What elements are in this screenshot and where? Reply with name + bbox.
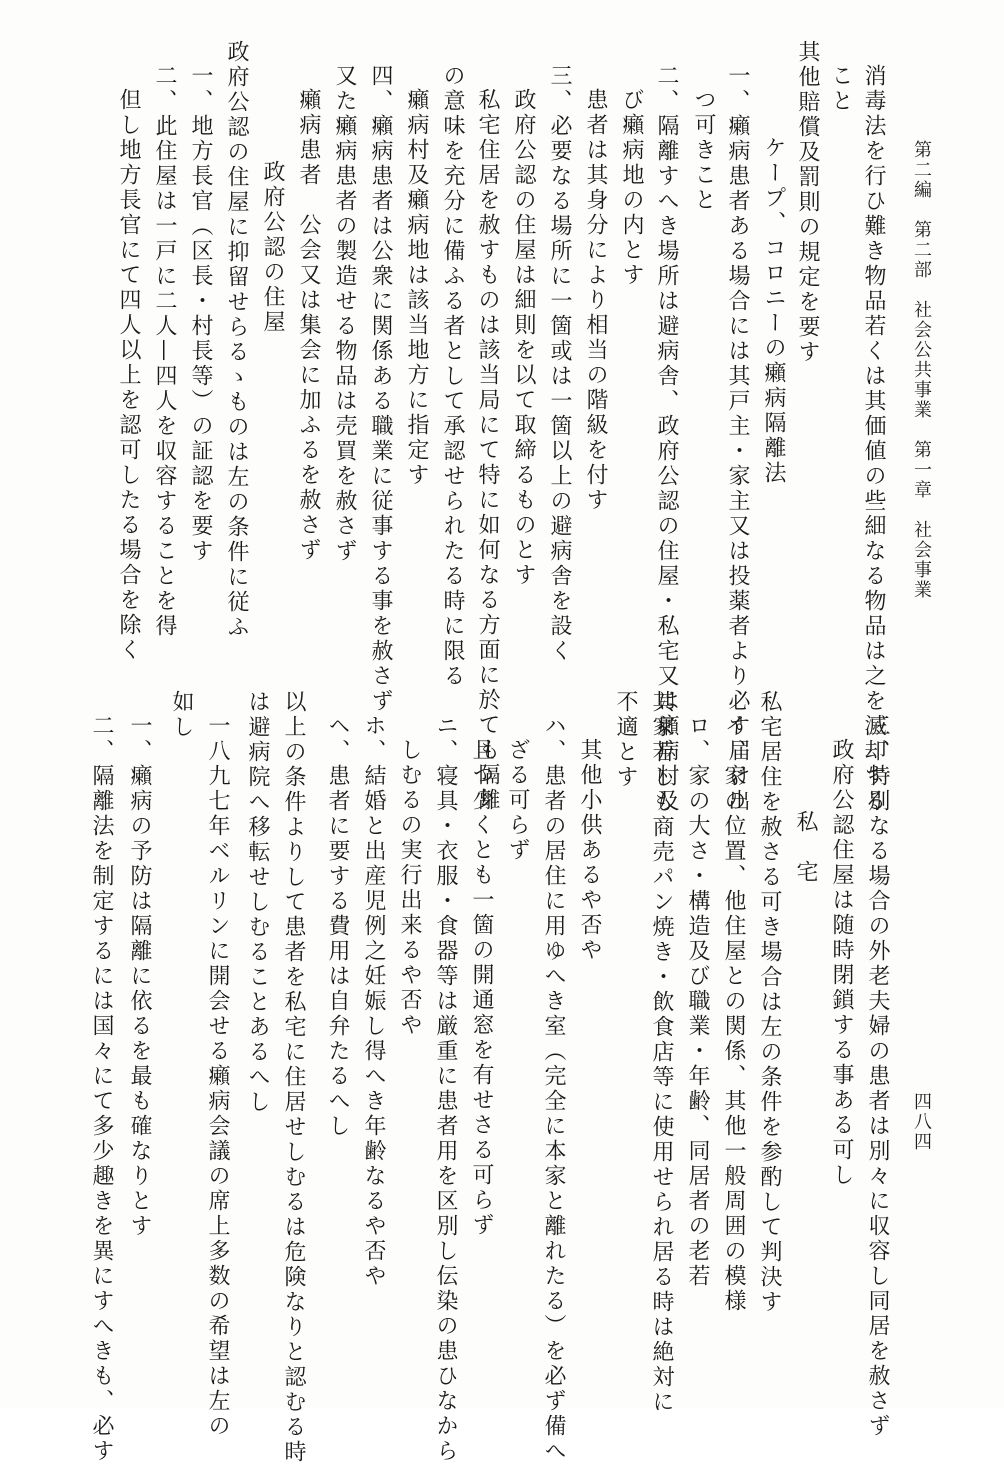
text-line: 私宅居住を赦さる可き場合は左の条件を参酌して判決す	[757, 690, 782, 1315]
text-line: ざる可らず	[505, 738, 530, 863]
text-line: 一、地方長官（区長・村長等）の証認を要す	[188, 64, 213, 564]
text-line: 其家若しも商売パン焼き・飲食店等に使用せられ居る時は絶対に	[649, 690, 674, 1415]
page-number: 四八四	[911, 1092, 932, 1152]
text-line: 如し	[169, 690, 194, 740]
text-line: 且つ少くとも一箇の開通窓を有せさる可らず	[469, 738, 494, 1238]
text-line: 四、癩病患者は公衆に関係ある職業に従事する事を赦さず	[368, 64, 393, 714]
text-line: 政府公認の住屋に抑留せらるゝものは左の条件に従ふ	[224, 40, 249, 640]
text-line: ハ、患者の居住に用ゆへき室（完全に本家と離れたる）を必ず備へ	[541, 714, 566, 1464]
text-line: ヘ、患者に要する費用は自弁たるへし	[325, 714, 350, 1139]
text-line: 一、癩病患者ある場合には其戸主・家主又は投薬者より必す届け出	[725, 64, 750, 814]
section-heading: 政府公認の住屋	[260, 160, 285, 335]
text-line: 二、此住屋は一戸に二人—四人を収容することを得	[152, 64, 177, 639]
section-heading: 私 宅	[793, 810, 818, 885]
text-line: ロ、家の大さ・構造及び職業・年齢、同居者の老若	[685, 714, 710, 1289]
text-line: 患者は其身分により相当の階級を付す	[583, 88, 608, 513]
text-line: 三、必要なる場所に一箇或は一箇以上の避病舎を設く	[547, 64, 572, 664]
text-line: イ、家の位置、他住屋との関係、其他一般周囲の模様	[721, 714, 746, 1314]
text-line: 又た癩病患者の製造せる物品は売買を赦さず	[332, 64, 357, 564]
text-line: ホ、結婚と出産児例之妊娠し得へき年齢なるや否や	[361, 714, 386, 1289]
text-line: 政府公認の住屋は細則を以て取締るものとす	[511, 88, 536, 588]
text-line: 私宅住居を赦すものは該当局にて特に如何なる方面に於ても隔離	[475, 88, 500, 813]
text-line: 政府公認住屋は随時閉鎖する事ある可し	[829, 738, 854, 1188]
text-line: び癩病地の内とす	[619, 88, 644, 288]
text-line: 其他小供あるや否や	[577, 738, 602, 963]
text-line: 以上の条件よりして患者を私宅に住居せしむるは危険なりと認むる時	[281, 690, 306, 1465]
running-title: 第二編 第二部 社会公共事業 第一章 社会事業	[911, 140, 932, 600]
text-line: ニ、寝具・衣服・食器等は厳重に患者用を区別し伝染の患ひなから	[433, 714, 458, 1464]
text-line: は避病院へ移転せしむることあるへし	[245, 690, 270, 1115]
text-line: の意味を充分に備ふる者として承認せられたる時に限る	[440, 64, 465, 689]
section-heading: ケープ、コロニーの癩病隔離法	[761, 136, 786, 486]
text-line: 一八九七年ベルリンに開会せる癩病会議の席上多数の希望は左の	[205, 714, 230, 1439]
text-line: 二、隔離すへき場所は避病舎、政府公認の住屋・私宅又は癩病村及	[654, 64, 679, 814]
text-line: 二、隔離法を制定するには国々にて多少趣きを異にすへきも、必す	[89, 714, 114, 1464]
text-line: 癩病患者 公会又は集会に加ふるを赦さず	[296, 88, 321, 563]
text-line: こと	[828, 64, 853, 114]
text-line: 三、特別なる場合の外老夫婦の患者は別々に収容し同居を赦さず	[865, 714, 890, 1439]
text-line: 癩病村及癩病地は該当地方に指定す	[404, 88, 429, 488]
text-line: 其他賠償及罰則の規定を要す	[795, 40, 820, 365]
text-line: しむるの実行出来るや否や	[397, 738, 422, 1038]
text-line: 不適とす	[613, 690, 638, 790]
text-line: 但し地方長官にて四人以上を認可したる場合を除く	[116, 88, 141, 663]
text-line: 一、癩病の予防は隔離に依るを最も確なりとす	[127, 714, 152, 1239]
text-line: 消毒法を行ひ難き物品若くは其価値の些細なる物品は之を滅却する	[861, 64, 886, 814]
text-line: つ可きこと	[691, 88, 716, 213]
